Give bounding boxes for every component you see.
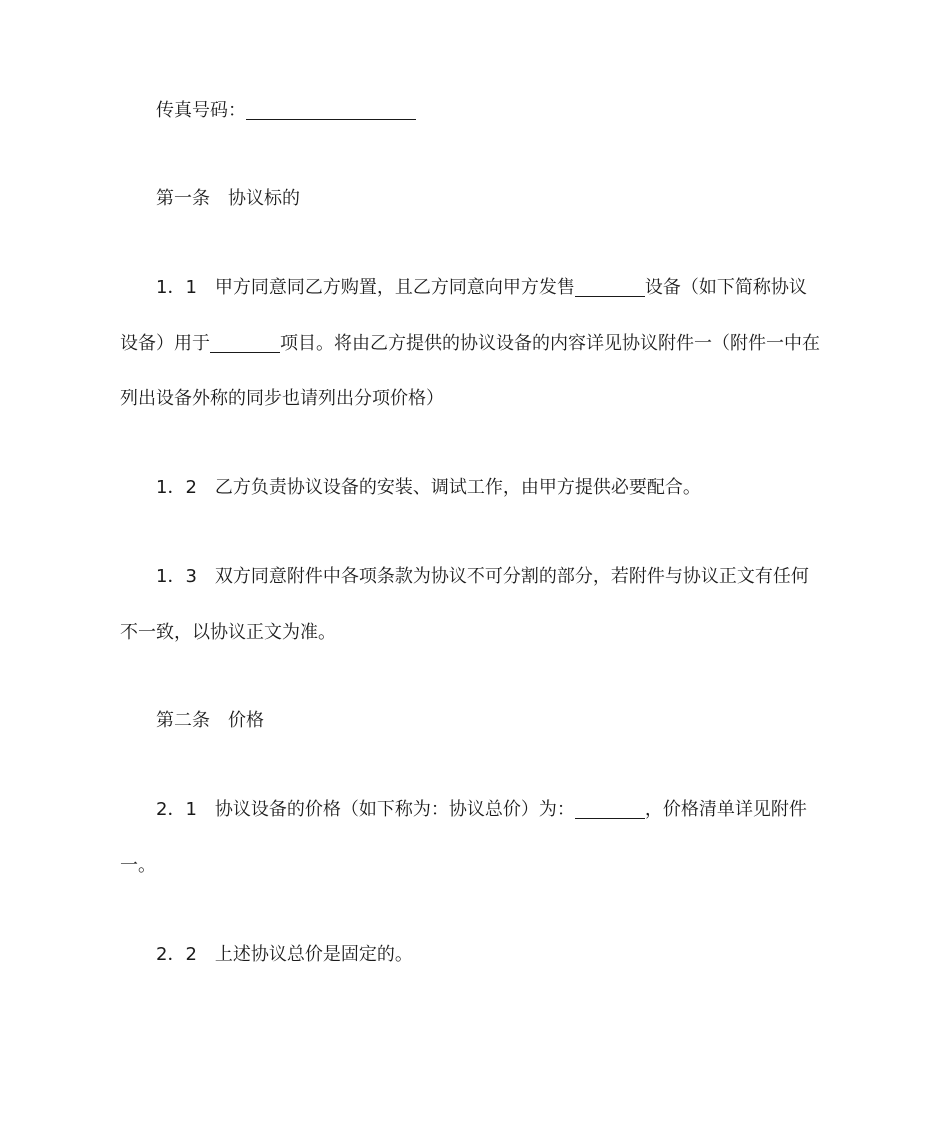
article-1-number: 第一条 — [156, 188, 210, 209]
clause-1-3-line-2: 不一致，以协议正文为准。 — [120, 622, 336, 643]
article-2-heading — [156, 703, 832, 739]
clause-2-2 — [156, 937, 832, 973]
clause-1-1-text-a: 甲方同意同乙方购置，且乙方同意向甲方发售 — [214, 277, 575, 298]
clause-1-3-number: 1．3 — [156, 566, 197, 587]
total-price-blank — [575, 796, 645, 819]
equipment-blank — [575, 274, 645, 297]
fax-number-line — [156, 93, 832, 129]
clause-1-1-line-2 — [120, 326, 832, 362]
clause-1-1-text-b: 设备（如下简称协议 — [644, 277, 807, 298]
clause-1-1-number: 1．1 — [156, 277, 197, 298]
clause-1-2-text: 乙方负责协议设备的安装、调试工作，由甲方提供必要配合。 — [214, 477, 701, 498]
fax-number-label: 传真号码： — [156, 100, 246, 121]
clause-1-1-line-1 — [156, 270, 832, 306]
clause-2-1-line-2: 一。 — [120, 855, 156, 876]
fax-number-blank — [246, 97, 416, 120]
clause-1-2 — [156, 470, 832, 506]
article-2-title: 价格 — [228, 710, 264, 731]
article-1-heading — [156, 181, 832, 217]
clause-2-2-number: 2．2 — [156, 944, 197, 965]
clause-2-1-text-b: ，价格清单详见附件 — [644, 799, 807, 820]
clause-1-3-text-a: 双方同意附件中各项条款为协议不可分割的部分，若附件与协议正文有任何 — [214, 566, 809, 587]
article-2-number: 第二条 — [156, 710, 210, 731]
clause-2-1-line-1 — [156, 792, 832, 828]
clause-2-1-text-a: 协议设备的价格（如下称为：协议总价）为： — [214, 799, 575, 820]
project-blank — [210, 330, 280, 353]
clause-1-3-line-1 — [156, 559, 832, 595]
clause-1-1-text-d: 项目。将由乙方提供的协议设备的内容详见协议附件一（附件一中在 — [280, 333, 820, 354]
clause-1-1-text-c: 设备）用于 — [120, 333, 210, 354]
clause-2-1-number: 2．1 — [156, 799, 197, 820]
clause-1-1-line-3: 列出设备外称的同步也请列出分项价格） — [120, 388, 444, 409]
clause-2-2-text: 上述协议总价是固定的。 — [214, 944, 413, 965]
clause-1-2-number: 1．2 — [156, 477, 197, 498]
article-1-title: 协议标的 — [228, 188, 300, 209]
